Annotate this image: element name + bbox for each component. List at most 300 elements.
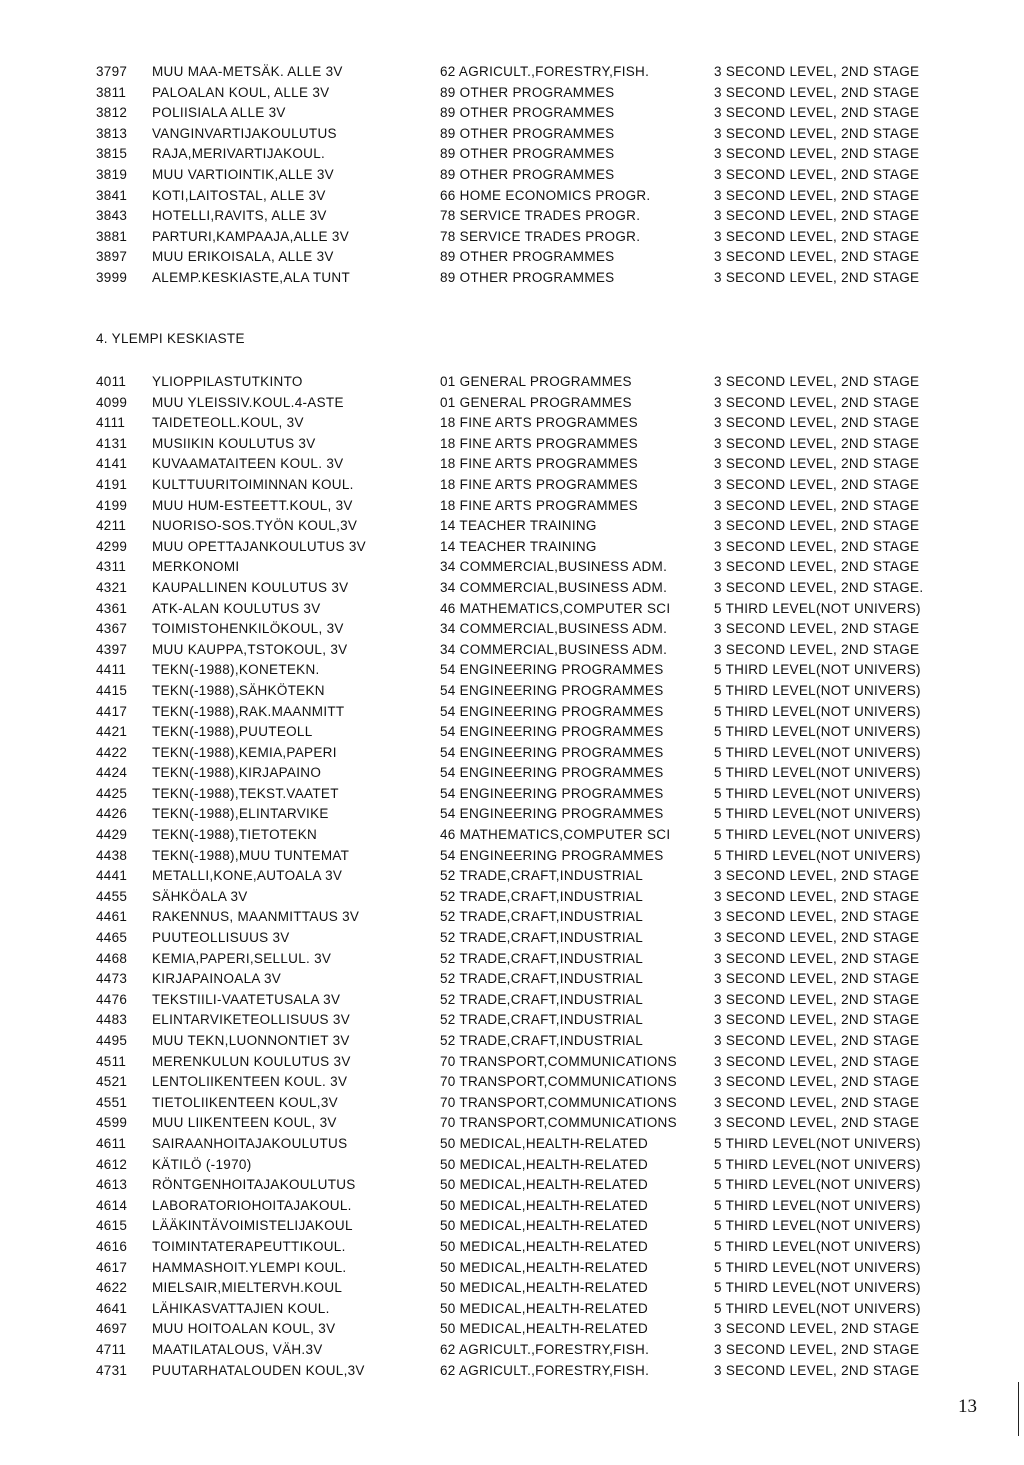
row-level: 3 SECOND LEVEL, 2ND STAGE [714, 868, 920, 884]
table-row [0, 743, 1024, 764]
row-field: 70 TRANSPORT,COMMUNICATIONS [440, 1053, 677, 1069]
row-code: 3881 [96, 228, 128, 244]
table-row [0, 702, 1024, 723]
row-field: 89 OTHER PROGRAMMES [440, 125, 615, 141]
row-name: MAATILATALOUS, VÄH.3V [152, 1341, 323, 1357]
row-field: 50 MEDICAL,HEALTH-RELATED [440, 1218, 649, 1234]
table-row [0, 1093, 1024, 1114]
row-level: 3 SECOND LEVEL, 2ND STAGE [714, 166, 920, 182]
row-level: 5 THIRD LEVEL(NOT UNIVERS) [714, 703, 921, 719]
row-name: MUU YLEISSIV.KOUL.4-ASTE [152, 394, 344, 410]
row-code: 4616 [96, 1238, 128, 1254]
row-field: 18 FINE ARTS PROGRAMMES [440, 497, 638, 513]
row-field: 52 TRADE,CRAFT,INDUSTRIAL [440, 909, 644, 925]
row-level: 3 SECOND LEVEL, 2ND STAGE [714, 971, 920, 987]
row-level: 5 THIRD LEVEL(NOT UNIVERS) [714, 744, 921, 760]
table-row [0, 434, 1024, 455]
row-code: 4461 [96, 909, 128, 925]
row-name: TEKN(-1988),KEMIA,PAPERI [152, 744, 337, 760]
row-field: 52 TRADE,CRAFT,INDUSTRIAL [440, 971, 644, 987]
section-heading: 4. YLEMPI KESKIASTE [96, 331, 245, 346]
row-name: VANGINVARTIJAKOULUTUS [152, 125, 337, 141]
row-field: 52 TRADE,CRAFT,INDUSTRIAL [440, 1033, 644, 1048]
row-level: 5 THIRD LEVEL(NOT UNIVERS) [714, 806, 921, 822]
row-level: 3 SECOND LEVEL, 2ND STAGE [714, 888, 920, 904]
table-row [0, 1010, 1024, 1031]
row-code: 4441 [96, 868, 128, 884]
table-row [0, 1278, 1024, 1299]
row-code: 3843 [96, 208, 128, 224]
row-name: MUU HUM-ESTEETT.KOUL, 3V [152, 497, 353, 513]
table-row [0, 557, 1024, 578]
row-level: 3 SECOND LEVEL, 2ND STAGE [714, 621, 920, 637]
row-name: TOIMINTATERAPEUTTIKOUL. [152, 1238, 346, 1254]
table-row [0, 990, 1024, 1011]
row-code: 4611 [96, 1135, 127, 1151]
row-name: ATK-ALAN KOULUTUS 3V [152, 600, 321, 616]
row-code: 4465 [96, 930, 128, 946]
row-level: 3 SECOND LEVEL, 2ND STAGE [714, 228, 920, 244]
row-name: MUU MAA-METSÄK. ALLE 3V [152, 64, 343, 79]
row-level: 3 SECOND LEVEL, 2ND STAGE [714, 1033, 920, 1048]
row-level: 3 SECOND LEVEL, 2ND STAGE [714, 1362, 920, 1378]
row-name: TEKSTIILI-VAATETUSALA 3V [152, 991, 341, 1007]
table-row [0, 1196, 1024, 1217]
table-row [0, 928, 1024, 949]
row-code: 4697 [96, 1321, 128, 1337]
row-level: 3 SECOND LEVEL, 2ND STAGE [714, 1074, 920, 1090]
row-field: 50 MEDICAL,HEALTH-RELATED [440, 1280, 649, 1296]
row-name: KIRJAPAINOALA 3V [152, 971, 282, 987]
row-code: 4411 [96, 662, 127, 678]
table-row [0, 640, 1024, 661]
row-name: PALOALAN KOUL, ALLE 3V [152, 84, 330, 100]
row-field: 54 ENGINEERING PROGRAMMES [440, 847, 664, 863]
row-field: 54 ENGINEERING PROGRAMMES [440, 682, 664, 698]
table-row [0, 1258, 1024, 1279]
row-code: 4397 [96, 641, 128, 657]
row-field: 50 MEDICAL,HEALTH-RELATED [440, 1135, 649, 1151]
table-row [0, 722, 1024, 743]
table-row [0, 887, 1024, 908]
row-level: 3 SECOND LEVEL, 2ND STAGE [714, 991, 920, 1007]
row-field: 52 TRADE,CRAFT,INDUSTRIAL [440, 950, 644, 966]
row-code: 4711 [96, 1341, 127, 1357]
row-name: PARTURI,KAMPAAJA,ALLE 3V [152, 228, 350, 244]
row-level: 5 THIRD LEVEL(NOT UNIVERS) [714, 1300, 921, 1316]
row-code: 4141 [96, 456, 128, 472]
row-field: 46 MATHEMATICS,COMPUTER SCI [440, 827, 671, 843]
row-code: 4511 [96, 1053, 127, 1069]
table-row [0, 1031, 1024, 1052]
row-field: 54 ENGINEERING PROGRAMMES [440, 785, 664, 801]
row-level: 5 THIRD LEVEL(NOT UNIVERS) [714, 1156, 921, 1172]
table-row [0, 1237, 1024, 1258]
row-name: HAMMASHOIT.YLEMPI KOUL. [152, 1259, 347, 1275]
row-code: 4321 [96, 579, 128, 595]
row-level: 3 SECOND LEVEL, 2ND STAGE [714, 518, 920, 534]
row-name: KEMIA,PAPERI,SELLUL. 3V [152, 950, 332, 966]
row-level: 3 SECOND LEVEL, 2ND STAGE [714, 950, 920, 966]
row-level: 3 SECOND LEVEL, 2ND STAGE [714, 456, 920, 472]
row-name: LÄHIKASVATTAJIEN KOUL. [152, 1300, 330, 1316]
table-row [0, 372, 1024, 393]
row-field: 70 TRANSPORT,COMMUNICATIONS [440, 1115, 677, 1131]
row-field: 78 SERVICE TRADES PROGR. [440, 208, 641, 224]
row-name: KÄTILÖ (-1970) [152, 1156, 252, 1172]
row-level: 5 THIRD LEVEL(NOT UNIVERS) [714, 1177, 921, 1193]
row-level: 3 SECOND LEVEL, 2ND STAGE [714, 1012, 920, 1028]
row-level: 3 SECOND LEVEL, 2ND STAGE [714, 84, 920, 100]
table-row [0, 1072, 1024, 1093]
row-code: 4731 [96, 1362, 128, 1378]
table-row [0, 1361, 1024, 1382]
row-level: 5 THIRD LEVEL(NOT UNIVERS) [714, 847, 921, 863]
row-field: 34 COMMERCIAL,BUSINESS ADM. [440, 579, 668, 595]
row-code: 4111 [96, 415, 126, 431]
row-name: TIETOLIIKENTEEN KOUL,3V [152, 1094, 338, 1110]
row-level: 3 SECOND LEVEL, 2ND STAGE [714, 909, 920, 925]
row-level: 3 SECOND LEVEL, 2ND STAGE [714, 1053, 920, 1069]
table-row [0, 1134, 1024, 1155]
row-code: 4476 [96, 991, 128, 1007]
row-code: 4299 [96, 538, 128, 554]
row-name: TEKN(-1988),KONETEKN. [152, 662, 320, 678]
row-name: SÄHKÖALA 3V [152, 888, 248, 904]
table-row [0, 393, 1024, 414]
row-name: MUU ERIKOISALA, ALLE 3V [152, 249, 334, 265]
table-row [0, 227, 1024, 248]
row-level: 3 SECOND LEVEL, 2ND STAGE [714, 374, 920, 389]
table-row [0, 949, 1024, 970]
row-name: TAIDETEOLL.KOUL, 3V [152, 415, 304, 431]
row-field: 18 FINE ARTS PROGRAMMES [440, 476, 638, 492]
row-field: 34 COMMERCIAL,BUSINESS ADM. [440, 641, 668, 657]
row-code: 3999 [96, 269, 128, 285]
row-name: TEKN(-1988),KIRJAPAINO [152, 765, 322, 781]
table-row [0, 1340, 1024, 1361]
table-row [0, 846, 1024, 867]
table-row [0, 763, 1024, 784]
row-name: RAKENNUS, MAANMITTAUS 3V [152, 909, 360, 925]
table-row [0, 578, 1024, 599]
row-code: 3815 [96, 146, 128, 162]
classification-table-main [0, 372, 1024, 1381]
row-name: ELINTARVIKETEOLLISUUS 3V [152, 1012, 351, 1028]
row-code: 3797 [96, 64, 128, 79]
row-code: 4311 [96, 559, 127, 575]
row-field: 50 MEDICAL,HEALTH-RELATED [440, 1321, 649, 1337]
table-row [0, 825, 1024, 846]
table-row [0, 784, 1024, 805]
row-level: 3 SECOND LEVEL, 2ND STAGE [714, 1115, 920, 1131]
row-field: 66 HOME ECONOMICS PROGR. [440, 187, 651, 203]
row-name: TEKN(-1988),TIETOTEKN [152, 827, 318, 843]
row-name: MUU LIIKENTEEN KOUL, 3V [152, 1115, 337, 1131]
row-field: 14 TEACHER TRAINING [440, 538, 597, 554]
row-name: NUORISO-SOS.TYÖN KOUL,3V [152, 518, 358, 534]
row-field: 18 FINE ARTS PROGRAMMES [440, 435, 638, 451]
table-row [0, 660, 1024, 681]
table-row [0, 681, 1024, 702]
row-code: 4641 [96, 1300, 128, 1316]
row-field: 78 SERVICE TRADES PROGR. [440, 228, 641, 244]
row-name: MIELSAIR,MIELTERVH.KOUL [152, 1280, 343, 1296]
row-name: METALLI,KONE,AUTOALA 3V [152, 868, 343, 884]
table-row [0, 599, 1024, 620]
row-code: 4099 [96, 394, 128, 410]
row-level: 3 SECOND LEVEL, 2ND STAGE [714, 105, 920, 121]
row-level: 5 THIRD LEVEL(NOT UNIVERS) [714, 662, 921, 678]
row-field: 50 MEDICAL,HEALTH-RELATED [440, 1238, 649, 1254]
table-row [0, 1052, 1024, 1073]
table-row [0, 186, 1024, 207]
row-code: 4473 [96, 971, 128, 987]
row-field: 01 GENERAL PROGRAMMES [440, 394, 632, 410]
row-level: 5 THIRD LEVEL(NOT UNIVERS) [714, 1218, 921, 1234]
row-code: 4191 [96, 476, 128, 492]
row-name: TEKN(-1988),SÄHKÖTEKN [152, 682, 325, 698]
row-code: 4455 [96, 888, 128, 904]
row-level: 3 SECOND LEVEL, 2ND STAGE. [714, 579, 924, 595]
row-field: 50 MEDICAL,HEALTH-RELATED [440, 1300, 649, 1316]
row-field: 50 MEDICAL,HEALTH-RELATED [440, 1177, 649, 1193]
row-name: RAJA,MERIVARTIJAKOUL. [152, 146, 326, 162]
row-field: 54 ENGINEERING PROGRAMMES [440, 765, 664, 781]
row-field: 54 ENGINEERING PROGRAMMES [440, 662, 664, 678]
row-level: 5 THIRD LEVEL(NOT UNIVERS) [714, 785, 921, 801]
row-code: 4011 [96, 374, 127, 389]
row-field: 89 OTHER PROGRAMMES [440, 166, 615, 182]
table-row [0, 103, 1024, 124]
row-level: 3 SECOND LEVEL, 2ND STAGE [714, 394, 920, 410]
row-code: 4622 [96, 1280, 128, 1296]
table-row [0, 247, 1024, 268]
row-level: 3 SECOND LEVEL, 2ND STAGE [714, 269, 920, 285]
table-row [0, 1113, 1024, 1134]
row-level: 5 THIRD LEVEL(NOT UNIVERS) [714, 827, 921, 843]
row-name: TEKN(-1988),ELINTARVIKE [152, 806, 329, 822]
row-code: 4599 [96, 1115, 128, 1131]
table-row [0, 454, 1024, 475]
table-row [0, 165, 1024, 186]
row-field: 50 MEDICAL,HEALTH-RELATED [440, 1156, 649, 1172]
row-code: 4612 [96, 1156, 128, 1172]
row-name: MUU TEKN,LUONNONTIET 3V [152, 1033, 350, 1048]
row-field: 14 TEACHER TRAINING [440, 518, 597, 534]
row-field: 62 AGRICULT.,FORESTRY,FISH. [440, 64, 650, 79]
row-field: 89 OTHER PROGRAMMES [440, 269, 615, 285]
row-field: 52 TRADE,CRAFT,INDUSTRIAL [440, 868, 644, 884]
row-field: 52 TRADE,CRAFT,INDUSTRIAL [440, 930, 644, 946]
row-code: 4495 [96, 1033, 128, 1048]
table-row [0, 1319, 1024, 1340]
row-level: 3 SECOND LEVEL, 2ND STAGE [714, 1321, 920, 1337]
row-code: 4483 [96, 1012, 128, 1028]
classification-table-top [0, 62, 1024, 289]
row-code: 4199 [96, 497, 128, 513]
row-name: KOTI,LAITOSTAL, ALLE 3V [152, 187, 326, 203]
table-row [0, 907, 1024, 928]
row-level: 5 THIRD LEVEL(NOT UNIVERS) [714, 1259, 921, 1275]
table-row [0, 866, 1024, 887]
row-level: 3 SECOND LEVEL, 2ND STAGE [714, 1341, 920, 1357]
row-code: 3812 [96, 105, 128, 121]
row-level: 5 THIRD LEVEL(NOT UNIVERS) [714, 1135, 921, 1151]
row-name: KULTTUURITOIMINNAN KOUL. [152, 476, 354, 492]
row-level: 3 SECOND LEVEL, 2ND STAGE [714, 125, 920, 141]
row-code: 4422 [96, 744, 128, 760]
row-code: 4367 [96, 621, 128, 637]
margin-rule [1018, 1382, 1019, 1436]
row-code: 4361 [96, 600, 128, 616]
row-level: 3 SECOND LEVEL, 2ND STAGE [714, 476, 920, 492]
row-name: HOTELLI,RAVITS, ALLE 3V [152, 208, 327, 224]
row-level: 3 SECOND LEVEL, 2ND STAGE [714, 187, 920, 203]
table-row [0, 268, 1024, 289]
row-field: 70 TRANSPORT,COMMUNICATIONS [440, 1074, 677, 1090]
row-field: 52 TRADE,CRAFT,INDUSTRIAL [440, 1012, 644, 1028]
row-name: MUSIIKIN KOULUTUS 3V [152, 435, 316, 451]
row-code: 3811 [96, 84, 127, 100]
row-field: 50 MEDICAL,HEALTH-RELATED [440, 1259, 649, 1275]
row-name: LENTOLIIKENTEEN KOUL. 3V [152, 1074, 348, 1090]
row-field: 34 COMMERCIAL,BUSINESS ADM. [440, 621, 668, 637]
row-field: 52 TRADE,CRAFT,INDUSTRIAL [440, 991, 644, 1007]
row-level: 3 SECOND LEVEL, 2ND STAGE [714, 559, 920, 575]
row-code: 4429 [96, 827, 128, 843]
row-name: ALEMP.KESKIASTE,ALA TUNT [152, 269, 351, 285]
row-field: 54 ENGINEERING PROGRAMMES [440, 724, 664, 740]
row-name: KUVAAMATAITEEN KOUL. 3V [152, 456, 344, 472]
row-level: 5 THIRD LEVEL(NOT UNIVERS) [714, 600, 921, 616]
row-code: 4426 [96, 806, 128, 822]
row-level: 5 THIRD LEVEL(NOT UNIVERS) [714, 765, 921, 781]
table-row [0, 144, 1024, 165]
table-row [0, 516, 1024, 537]
row-level: 3 SECOND LEVEL, 2ND STAGE [714, 415, 920, 431]
table-row [0, 496, 1024, 517]
row-field: 89 OTHER PROGRAMMES [440, 146, 615, 162]
row-field: 70 TRANSPORT,COMMUNICATIONS [440, 1094, 677, 1110]
page-number: 13 [958, 1396, 977, 1417]
row-level: 5 THIRD LEVEL(NOT UNIVERS) [714, 682, 921, 698]
row-field: 46 MATHEMATICS,COMPUTER SCI [440, 600, 671, 616]
row-field: 62 AGRICULT.,FORESTRY,FISH. [440, 1362, 650, 1378]
row-field: 54 ENGINEERING PROGRAMMES [440, 806, 664, 822]
row-code: 4551 [96, 1094, 128, 1110]
row-name: LABORATORIOHOITAJAKOUL. [152, 1197, 352, 1213]
row-field: 54 ENGINEERING PROGRAMMES [440, 744, 664, 760]
row-level: 3 SECOND LEVEL, 2ND STAGE [714, 208, 920, 224]
table-row [0, 206, 1024, 227]
row-name: PUUTEOLLISUUS 3V [152, 930, 290, 946]
row-name: TEKN(-1988),RAK.MAANMITT [152, 703, 345, 719]
row-level: 3 SECOND LEVEL, 2ND STAGE [714, 64, 920, 79]
row-code: 4615 [96, 1218, 128, 1234]
table-row [0, 1175, 1024, 1196]
row-code: 4614 [96, 1197, 128, 1213]
row-code: 4415 [96, 682, 128, 698]
row-code: 4131 [96, 435, 128, 451]
row-name: SAIRAANHOITAJAKOULUTUS [152, 1135, 348, 1151]
row-field: 18 FINE ARTS PROGRAMMES [440, 456, 638, 472]
row-level: 3 SECOND LEVEL, 2ND STAGE [714, 641, 920, 657]
row-level: 3 SECOND LEVEL, 2ND STAGE [714, 930, 920, 946]
row-level: 3 SECOND LEVEL, 2ND STAGE [714, 1094, 920, 1110]
row-name: MUU OPETTAJANKOULUTUS 3V [152, 538, 366, 554]
table-row [0, 83, 1024, 104]
row-name: MERENKULUN KOULUTUS 3V [152, 1053, 351, 1069]
row-level: 5 THIRD LEVEL(NOT UNIVERS) [714, 1238, 921, 1254]
table-row [0, 1216, 1024, 1237]
row-name: KAUPALLINEN KOULUTUS 3V [152, 579, 349, 595]
row-code: 4421 [96, 724, 128, 740]
row-name: MUU KAUPPA,TSTOKOUL, 3V [152, 641, 348, 657]
row-name: MERKONOMI [152, 559, 240, 575]
row-code: 3841 [96, 187, 128, 203]
row-field: 50 MEDICAL,HEALTH-RELATED [440, 1197, 649, 1213]
row-code: 4425 [96, 785, 128, 801]
row-name: TEKN(-1988),PUUTEOLL [152, 724, 313, 740]
row-level: 3 SECOND LEVEL, 2ND STAGE [714, 538, 920, 554]
row-level: 5 THIRD LEVEL(NOT UNIVERS) [714, 1280, 921, 1296]
row-name: TEKN(-1988),MUU TUNTEMAT [152, 847, 350, 863]
row-level: 3 SECOND LEVEL, 2ND STAGE [714, 435, 920, 451]
row-code: 4417 [96, 703, 128, 719]
row-code: 4521 [96, 1074, 128, 1090]
row-field: 89 OTHER PROGRAMMES [440, 84, 615, 100]
row-code: 4211 [96, 518, 127, 534]
row-field: 34 COMMERCIAL,BUSINESS ADM. [440, 559, 668, 575]
table-row [0, 1299, 1024, 1320]
row-name: MUU VARTIOINTIK,ALLE 3V [152, 166, 334, 182]
row-field: 54 ENGINEERING PROGRAMMES [440, 703, 664, 719]
row-field: 01 GENERAL PROGRAMMES [440, 374, 632, 389]
table-row [0, 804, 1024, 825]
table-row [0, 475, 1024, 496]
row-code: 4468 [96, 950, 128, 966]
row-name: TOIMISTOHENKILÖKOUL, 3V [152, 621, 344, 637]
row-level: 5 THIRD LEVEL(NOT UNIVERS) [714, 1197, 921, 1213]
row-level: 5 THIRD LEVEL(NOT UNIVERS) [714, 724, 921, 740]
row-name: POLIISIALA ALLE 3V [152, 105, 286, 121]
row-field: 18 FINE ARTS PROGRAMMES [440, 415, 638, 431]
row-name: YLIOPPILASTUTKINTO [152, 374, 303, 389]
table-row [0, 619, 1024, 640]
row-field: 89 OTHER PROGRAMMES [440, 105, 615, 121]
row-field: 89 OTHER PROGRAMMES [440, 249, 615, 265]
row-level: 3 SECOND LEVEL, 2ND STAGE [714, 249, 920, 265]
row-name: PUUTARHATALOUDEN KOUL,3V [152, 1362, 365, 1378]
table-row [0, 1155, 1024, 1176]
row-field: 62 AGRICULT.,FORESTRY,FISH. [440, 1341, 650, 1357]
row-code: 3819 [96, 166, 128, 182]
row-name: MUU HOITOALAN KOUL, 3V [152, 1321, 336, 1337]
row-name: LÄÄKINTÄVOIMISTELIJAKOUL [152, 1218, 353, 1234]
row-code: 3897 [96, 249, 128, 265]
table-row [0, 124, 1024, 145]
table-row [0, 537, 1024, 558]
row-level: 3 SECOND LEVEL, 2ND STAGE [714, 497, 920, 513]
row-code: 4438 [96, 847, 128, 863]
row-field: 52 TRADE,CRAFT,INDUSTRIAL [440, 888, 644, 904]
row-code: 4424 [96, 765, 128, 781]
row-code: 4617 [96, 1259, 128, 1275]
row-name: RÖNTGENHOITAJAKOULUTUS [152, 1177, 356, 1193]
table-row [0, 413, 1024, 434]
row-level: 3 SECOND LEVEL, 2ND STAGE [714, 146, 920, 162]
